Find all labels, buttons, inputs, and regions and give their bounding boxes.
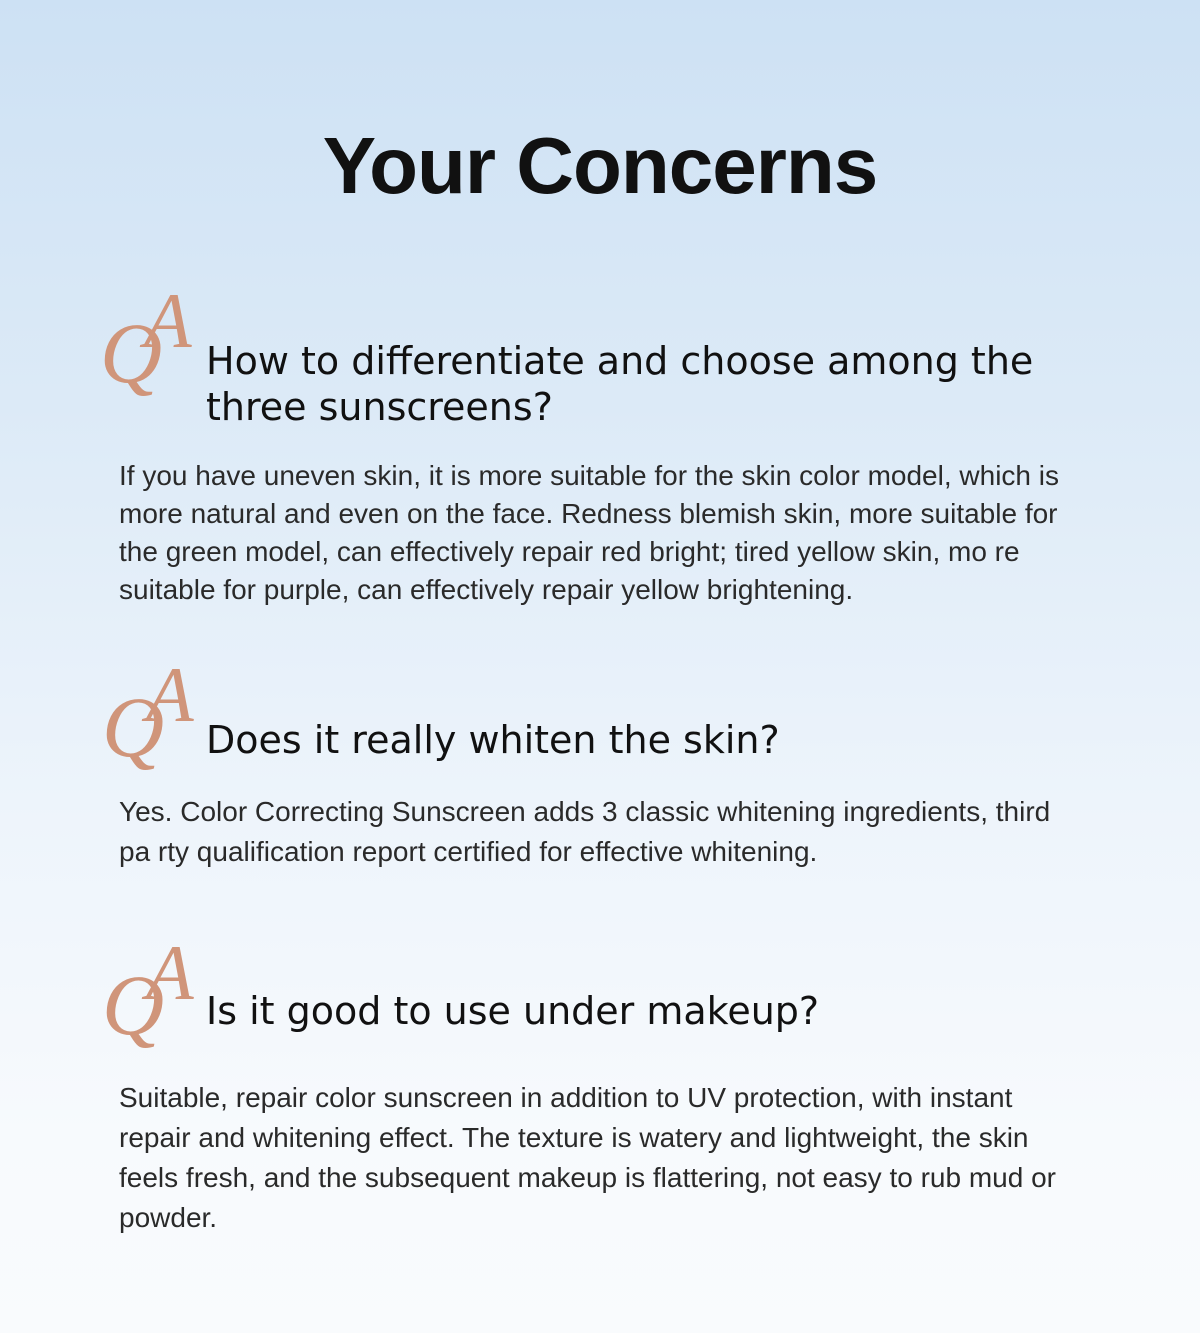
faq-answer: If you have uneven skin, it is more suitable for the skin color model, which is more natural and even on the face. Redness blemish skin, more suitable for the green model, can effectively repair red bright; tired yellow skin, mo re suitable for purple, can effectively repair yellow brightening. — [119, 460, 1059, 605]
qa-logo-q: Q — [102, 957, 165, 1053]
faq-answer: Yes. Color Correcting Sunscreen adds 3 classic whitening ingredients, third pa rty qualification report certified for effective whitening. — [119, 796, 1051, 867]
qa-logo-a: A — [146, 651, 194, 738]
qa-logo-icon — [100, 277, 200, 401]
page-title: Your Concerns — [322, 121, 878, 210]
qa-logo-a: A — [144, 277, 192, 364]
faq-question: Is it good to use under makeup? — [206, 989, 820, 1033]
faq-question: How to differentiate and choose among the three sunscreens? — [206, 339, 1034, 429]
qa-logo-a: A — [146, 929, 194, 1016]
qa-logo-q: Q — [100, 305, 163, 401]
faq-question: Does it really whiten the skin? — [206, 718, 780, 762]
qa-logo-icon — [102, 651, 202, 775]
faq-answer: Suitable, repair color sunscreen in addition to UV protection, with instant repair and whitening effect. The texture is watery and lightweight, the skin feels fresh, and the subsequent makeup is flattering, not easy to rub mud or powder. — [119, 1082, 1056, 1233]
qa-logo-icon — [102, 929, 202, 1053]
qa-logo-q: Q — [102, 679, 165, 775]
